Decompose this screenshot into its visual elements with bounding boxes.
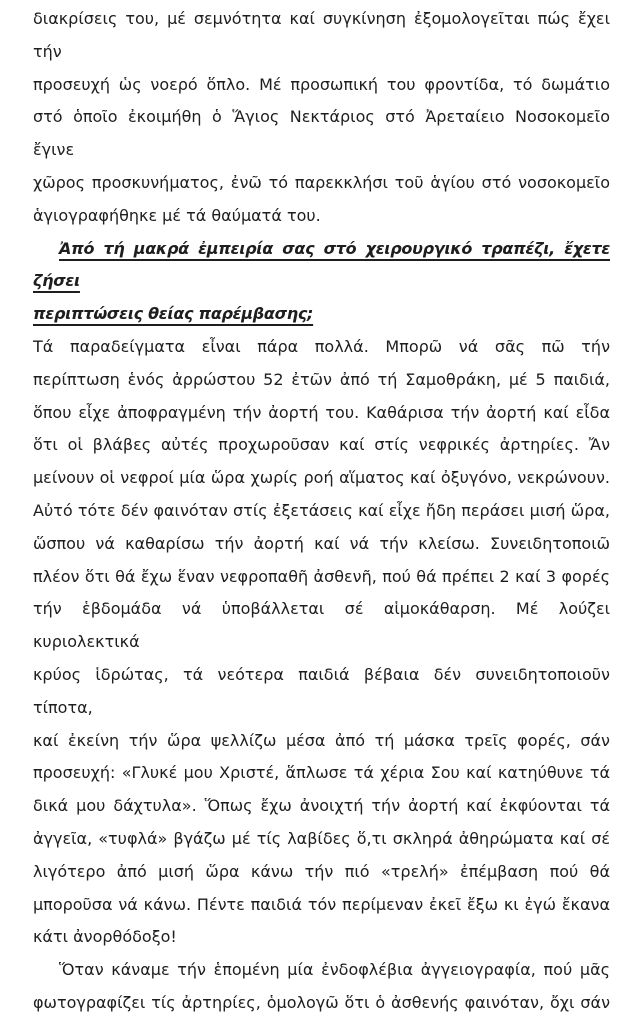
text-line: ὅπου εἶχε ἀποφραγμένη τήν ἀορτή του. Καθάρισα τήν ἀορτή καί εἶδα bbox=[33, 402, 610, 422]
text-line: πλέον ὅτι θά ἔχω ἕναν νεφροπαθῆ ἀσθενῆ, πού θά πρέπει 2 καί 3 φορές bbox=[33, 566, 610, 586]
text-line: Ὅταν κάναμε τήν ἑπομένη μία ἐνδοφλέβια ἀγγειογραφία, πού μᾶς bbox=[59, 960, 610, 980]
text-line: μείνουν οἱ νεφροί μία ὥρα χωρίς ροή αἵματος καί ὀξυγόνο, νεκρώνουν. bbox=[33, 468, 610, 488]
text-line: λιγότερο ἀπό μισή ὥρα κάνω τήν πιό «τρελή» ἐπέμβαση πού θά bbox=[33, 861, 610, 881]
interview-question-heading bbox=[33, 233, 610, 331]
text-line: τήν ἑβδομάδα νά ὑποβάλλεται σέ αἱμοκάθαρση. Μέ λούζει κυριολεκτικά bbox=[33, 599, 610, 652]
text-line: Αὐτό τότε δέν φαινόταν στίς ἐξετάσεις καί εἶχε ἤδη περάσει μισή ὥρα, bbox=[33, 500, 610, 520]
text-line: προσευχή ὡς νοερό ὅπλο. Μέ προσωπική του φροντίδα, τό δωμάτιο bbox=[33, 74, 610, 94]
text-line: διακρίσεις του, μέ σεμνότητα καί συγκίνηση ἐξομολογεῖται πώς ἔχει τήν bbox=[33, 9, 610, 61]
text-line: ἁγιογραφήθηκε μέ τά θαύματά του. bbox=[33, 205, 321, 225]
text-line: χῶρος προσκυνήματος, ἐνῶ τό παρεκκλήσι τοῦ ἁγίου στό νοσοκομεῖο bbox=[33, 172, 610, 192]
text-line: στό ὁποῖο ἐκοιμήθη ὁ Ἅγιος Νεκτάριος στό Ἀρεταίειο Νοσοκομεῖο ἔγινε bbox=[33, 107, 610, 160]
text-line: καί ἐκείνη τήν ὥρα ψελλίζω μέσα ἀπό τή μάσκα τρεῖς φορές, σάν bbox=[33, 730, 610, 750]
text-line: περιπτώσεις θείας παρέμβασης; bbox=[33, 304, 314, 324]
text-line: περίπτωση ἑνός ἀρρώστου 52 ἐτῶν ἀπό τή Σαμοθράκη, μέ 5 παιδιά, bbox=[33, 369, 610, 389]
paragraph-continuation bbox=[33, 3, 610, 233]
text-line: κρύος ἱδρώτας, τά νεότερα παιδιά βέβαια δέν συνειδητοποιοῦν τίποτα, bbox=[33, 664, 610, 717]
text-line: κάτι ἀνορθόδοξο! bbox=[33, 927, 177, 947]
text-line: ἀγγεῖα, «τυφλά» βγάζω μέ τίς λαβίδες ὅ,τι σκληρά ἀθηρώματα καί σέ bbox=[33, 828, 610, 848]
text-line: δικά μου δάχτυλα». Ὅπως ἔχω ἀνοιχτή τήν ἀορτή καί ἐκφύονται τά bbox=[33, 796, 610, 816]
text-line: μποροῦσα νά κάνω. Πέντε παιδιά τόν περίμεναν ἐκεῖ ἔξω κι ἐγώ ἔκανα bbox=[33, 894, 610, 914]
text-line: ὅτι οἱ βλάβες αὐτές προχωροῦσαν καί στίς νεφρικές ἀρτηρίες. Ἄν bbox=[33, 435, 610, 455]
text-line: Ἀπό τή μακρά ἐμπειρία σας στό χειρουργικό τραπέζι, ἔχετε ζήσει bbox=[33, 238, 610, 291]
text-line: φωτογραφίζει τίς ἀρτηρίες, ὁμολογῶ ὅτι ὁ ἀσθενής φαινόταν, ὄχι σάν bbox=[33, 992, 610, 1012]
paragraph-followup bbox=[33, 954, 610, 1020]
paragraph-answer bbox=[33, 331, 610, 954]
text-line: προσευχή: «Γλυκέ μου Χριστέ, ἅπλωσε τά χέρια Σου καί κατηύθυνε τά bbox=[33, 763, 610, 783]
text-line: Τά παραδείγματα εἶναι πάρα πολλά. Μπορῶ νά σᾶς πῶ τήν bbox=[33, 336, 610, 356]
text-line: ὥσπου νά καθαρίσω τήν ἀορτή καί νά τήν κλείσω. Συνειδητοποιῶ bbox=[33, 533, 610, 553]
